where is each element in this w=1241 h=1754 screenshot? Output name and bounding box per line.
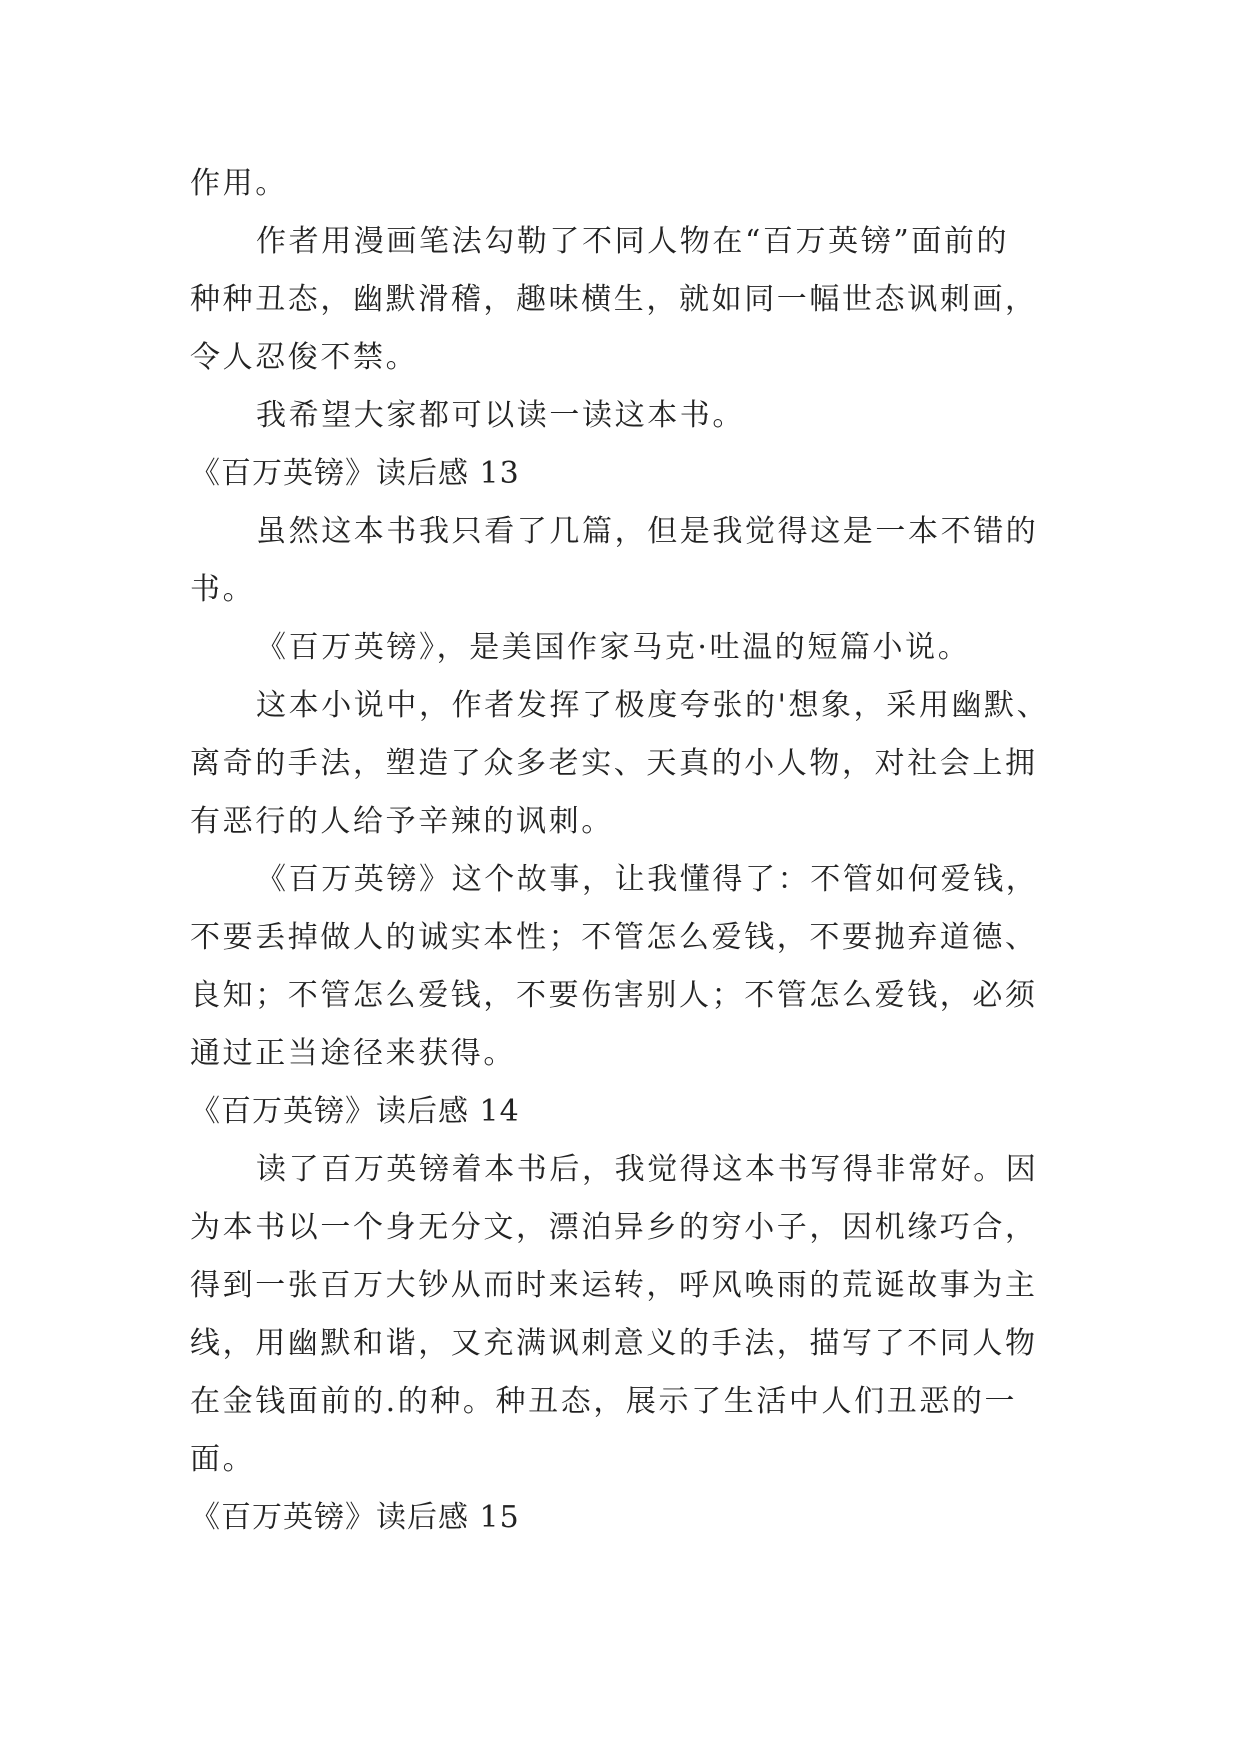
paragraph-line: 面。 [190,1442,256,1477]
paragraph-line: 《百万英镑》这个故事，让我懂得了：不管如何爱钱， [256,862,1039,897]
section-heading: 《百万英镑》读后感 13 [190,456,520,491]
paragraph-line: 不要丢掉做人的诚实本性；不管怎么爱钱，不要抛弃道德、 [190,920,1038,955]
paragraph-line: 在金钱面前的.的种。种丑态，展示了生活中人们丑恶的一 [190,1384,1018,1419]
paragraph-line: 良知；不管怎么爱钱，不要伤害别人；不管怎么爱钱，必须 [190,978,1038,1013]
section-heading: 《百万英镑》读后感 14 [190,1094,520,1129]
paragraph-line: 令人忍俊不禁。 [190,340,419,375]
paragraph-line: 有恶行的人给予辛辣的讽刺。 [190,804,614,839]
paragraph-line: 线，用幽默和谐，又充满讽刺意义的手法，描写了不同人物 [190,1326,1038,1361]
paragraph-line: 作者用漫画笔法勾勒了不同人物在“百万英镑”面前的 [256,224,1010,259]
paragraph-line: 《百万英镑》，是美国作家马克·吐温的短篇小说。 [256,630,971,665]
paragraph-line: 我希望大家都可以读一读这本书。 [256,398,745,433]
paragraph-line: 得到一张百万大钞从而时来运转，呼风唤雨的荒诞故事为主 [190,1268,1038,1303]
paragraph-line: 离奇的手法，塑造了众多老实、天真的小人物，对社会上拥 [190,746,1038,781]
paragraph-line: 种种丑态，幽默滑稽，趣味横生，就如同一幅世态讽刺画， [190,282,1038,317]
paragraph-line: 作用。 [190,166,288,201]
paragraph-line: 书。 [190,572,256,607]
paragraph-line: 读了百万英镑着本书后，我觉得这本书写得非常好。因 [256,1152,1039,1187]
section-heading: 《百万英镑》读后感 15 [190,1500,520,1535]
paragraph-line: 这本小说中，作者发挥了极度夸张的'想象，采用幽默、 [256,688,1050,723]
paragraph-line: 通过正当途径来获得。 [190,1036,516,1071]
paragraph-line: 虽然这本书我只看了几篇，但是我觉得这是一本不错的 [256,514,1039,549]
paragraph-line: 为本书以一个身无分文，漂泊异乡的穷小子，因机缘巧合， [190,1210,1038,1245]
